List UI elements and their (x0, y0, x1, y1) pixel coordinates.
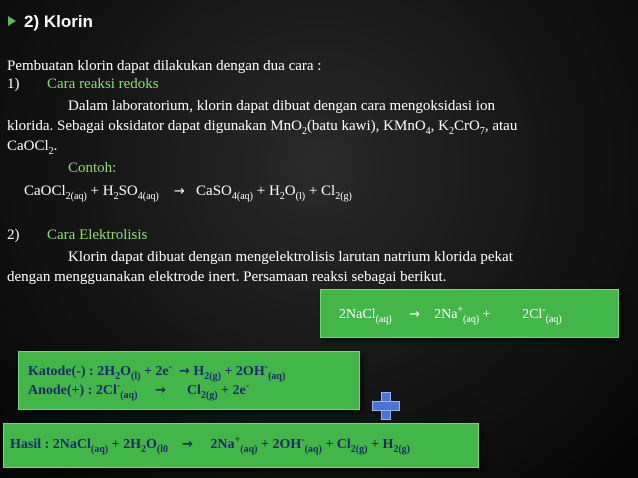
method2-line2: dengan mengguanakan elektrode inert. Persamaan reaksi sebagai berikut. (7, 269, 447, 285)
method2-line1: Klorin dapat dibuat dengan mengelektrolisis larutan natrium klorida pekat (68, 249, 513, 265)
method2-number: 2) (7, 227, 20, 243)
example-equation: CaOCl$_{2(aq)}$ + $H_2SO_{4(aq)}$ → CaSO$_{4(aq)}$ + $H_2O_{(l)} + Cl_{2(g)}$ (24, 183, 352, 202)
method1-line1: Dalam laboratorium, klorin dapat dibuat dengan cara mengoksidasi ion (68, 98, 495, 114)
method1-line3: CaOCl$_2$. (7, 138, 58, 157)
example-label: Contoh: (68, 160, 117, 176)
katode-arrow-icon: → (178, 364, 190, 379)
anode-equation: Anode(+) : $2Cl^-_{(aq)}$ → $Cl_{2(g)} + 2e^-$ (28, 380, 250, 401)
katode-equation: Katode(-) : $2H_2O_{(l)} + 2e^- \to H_{2(g)} + 2OH^-_{(aq)}$ (28, 361, 286, 382)
intro-text: Pembuatan klorin dapat dilakukan dengan dua cara : (7, 58, 322, 74)
method1-title: Cara reaksi redoks (47, 76, 159, 92)
method1-number: 1) (7, 76, 20, 92)
anode-arrow-icon: → (154, 383, 166, 398)
result-arrow-icon: → (182, 437, 193, 452)
section-title: 2) Klorin (24, 12, 93, 31)
nacl-equation: 2NaCl$_{(aq)}$ → $2Na^+_{(aq)}$ + $2Cl^-_{(aq)}$ (339, 304, 562, 325)
method1-line2: klorida. Sebagai oksidator dapat digunakan MnO$_2$(batu kawi), KMnO$_4$, $K_2CrO_7$, atau (7, 118, 518, 137)
nacl-equation-box (320, 289, 619, 338)
result-equation: Hasil : 2NaCl$_{(aq)}$ + $2H_2O_{(l0}$ → $2Na^+_{(aq)} + 2OH^-_{(aq)} + Cl_{2(g)} + H_{2(g)}$ (10, 434, 411, 455)
result-box (3, 423, 479, 468)
nacl-arrow-icon: → (409, 307, 421, 322)
electrode-box (18, 351, 360, 410)
method2-title: Cara Elektrolisis (47, 227, 148, 243)
reaction-arrow-icon: → (173, 184, 185, 199)
heading-bullet-icon (8, 16, 16, 26)
plus-icon (372, 392, 398, 418)
